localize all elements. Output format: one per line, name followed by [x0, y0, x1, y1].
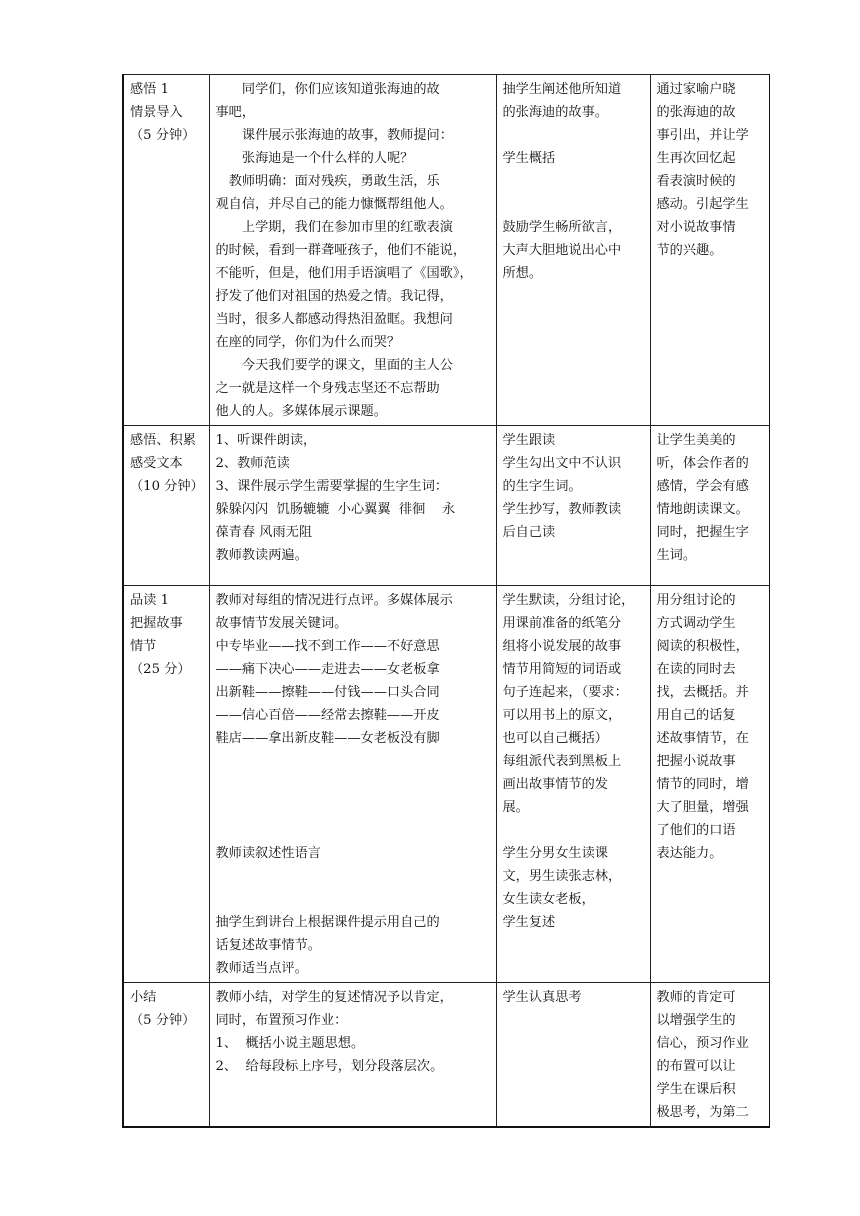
stage-line: （5 分钟）	[130, 1013, 196, 1028]
teacher-line: 故事情节发展关键词。	[215, 616, 348, 631]
stage-line: 感悟 1	[130, 82, 169, 97]
stage-line: 情节	[130, 639, 157, 654]
stage-line: 品读 1	[130, 593, 169, 608]
teacher-line: 鞋店——拿出新皮鞋——女老板没有脚	[215, 731, 440, 746]
teacher-line: 1、听课件朗读，	[215, 433, 317, 448]
teacher-line: 教师对每组的情况进行点评。多媒体展示	[215, 593, 453, 608]
stage-line: （10 分钟）	[130, 479, 204, 494]
teacher-line: 3、课件展示学生需要掌握的生字生词：	[215, 479, 449, 494]
student-line: 画出故事情节的发	[502, 777, 608, 792]
student-line: 抽学生阐述他所知道	[502, 82, 622, 97]
student-line: 情节用简短的词语或	[502, 662, 622, 677]
intent-line: 看表演时候的	[656, 174, 736, 189]
intent-line: 大了胆量，增强	[656, 800, 749, 815]
stage-cell	[123, 75, 209, 426]
stage-line: 感悟、积累	[130, 433, 196, 448]
stage-line: 小结	[130, 990, 157, 1005]
student-line: 所想。	[502, 266, 543, 281]
teacher-line: 不能听，但是，他们用手语演唱了《国歌》，	[215, 266, 473, 281]
design-intent-cell	[650, 586, 769, 983]
teacher-line: 1、 概括小说主题思想。	[215, 1036, 365, 1051]
teacher-line: 课件展示张海迪的故事，教师提问：	[241, 128, 453, 143]
student-line: 学生认真思考	[502, 990, 582, 1005]
student-line: 学生抄写，教师教读	[502, 502, 622, 517]
student-line: 句子连起来，（要求：	[502, 685, 628, 700]
teacher-line: 教师教读两遍。	[215, 548, 308, 563]
intent-line: 把握小说故事	[656, 754, 736, 769]
teacher-line: ——痛下决心——走进去——女老板拿	[215, 662, 440, 677]
intent-line: 找，去概括。并	[656, 685, 749, 700]
student-line: 学生勾出文中不认识	[502, 456, 622, 471]
teacher-line: 事吧，	[215, 105, 256, 120]
stage-line: （5 分钟）	[130, 128, 196, 143]
student-line: 可以用书上的原文，	[502, 708, 622, 723]
intent-line: 学生在课后积	[656, 1082, 736, 1097]
teacher-line: 中专毕业——找不到工作——不好意思	[215, 639, 440, 654]
teacher-line: 2、 给每段标上序号，划分段落层次。	[215, 1059, 444, 1074]
student-line: 鼓励学生畅所欲言，	[502, 220, 622, 235]
intent-line: 节的兴趣。	[656, 243, 723, 258]
intent-line: 情节的同时，增	[656, 777, 749, 792]
intent-line: 表达能力。	[656, 846, 723, 861]
student-line: 学生复述	[502, 915, 556, 930]
student-line: 的生字生词。	[502, 479, 582, 494]
intent-line: 对小说故事情	[656, 220, 736, 235]
student-activity-cell	[496, 75, 650, 426]
teacher-line: 抽学生到讲台上根据课件提示用自己的	[215, 915, 440, 930]
teacher-line: 2、教师范读	[215, 456, 290, 471]
teacher-line: 教师小结，对学生的复述情况予以肯定，	[215, 990, 453, 1005]
teacher-line: 当时，很多人都感动得热泪盈眶。我想问	[215, 312, 453, 327]
intent-line: 情地朗读课文。	[656, 502, 749, 517]
intent-line: 听，体会作者的	[656, 456, 749, 471]
intent-line: 感情，学会有感	[656, 479, 749, 494]
teacher-line: 在座的同学，你们为什么而哭？	[215, 335, 401, 350]
intent-line: 在读的同时去	[656, 662, 736, 677]
teacher-line: 的时候，看到一群聋哑孩子，他们不能说，	[215, 243, 467, 258]
student-line: 学生概括	[502, 151, 556, 166]
student-line: 后自己读	[502, 525, 556, 540]
teacher-line: 葆青春 风雨无阻	[215, 525, 313, 540]
student-activity-cell	[496, 586, 650, 983]
design-intent-cell	[650, 983, 769, 1128]
design-intent-cell	[650, 426, 769, 586]
intent-line: 生词。	[656, 548, 697, 563]
intent-line: 信心，预习作业	[656, 1036, 749, 1051]
student-line: 学生分男女生读课	[502, 846, 608, 861]
table-row	[123, 586, 769, 983]
student-line: 展。	[502, 800, 529, 815]
intent-line: 述故事情节，在	[656, 731, 749, 746]
teacher-line: 上学期，我们在参加市里的红歌表演	[241, 220, 453, 235]
stage-line: 情景导入	[130, 105, 183, 120]
teacher-line: 今天我们要学的课文，里面的主人公	[241, 358, 453, 373]
intent-line: 同时，把握生字	[656, 525, 749, 540]
teacher-line: 出新鞋——擦鞋——付钱——口头合同	[215, 685, 440, 700]
teacher-line: ——信心百倍——经常去擦鞋——开皮	[215, 708, 440, 723]
student-line: 文，男生读张志林，	[502, 869, 622, 884]
teacher-line: 话复述故事情节。	[215, 938, 321, 953]
table-row	[123, 75, 769, 426]
student-activity-cell	[496, 426, 650, 586]
teacher-line: 他人的人。多媒体展示课题。	[215, 404, 387, 419]
intent-line: 的布置可以让	[656, 1059, 736, 1074]
intent-line: 感动。引起学生	[656, 197, 749, 212]
student-line: 女生读女老板，	[502, 892, 595, 907]
teacher-line: 同学们，你们应该知道张海迪的故	[241, 82, 440, 97]
teacher-activity-cell	[209, 586, 496, 983]
student-line: 每组派代表到黑板上	[502, 754, 622, 769]
student-line: 组将小说发展的故事	[502, 639, 622, 654]
intent-line: 用分组讨论的	[656, 593, 736, 608]
teacher-line: 教师读叙述性语言	[215, 846, 321, 861]
teacher-activity-cell	[209, 75, 496, 426]
stage-cell	[123, 983, 209, 1128]
teacher-line: 教师适当点评。	[215, 961, 308, 976]
student-activity-cell	[496, 983, 650, 1128]
table-row	[123, 983, 769, 1128]
student-line: 大声大胆地说出心中	[502, 243, 622, 258]
teacher-activity-cell	[209, 983, 496, 1128]
teacher-line: 张海迪是一个什么样的人呢？	[241, 151, 414, 166]
intent-line: 以增强学生的	[656, 1013, 736, 1028]
stage-line: （25 分）	[130, 662, 191, 677]
stage-cell	[123, 426, 209, 586]
teacher-line: 躲躲闪闪 饥肠辘辘 小心翼翼 徘徊 永	[215, 502, 456, 517]
design-intent-cell	[650, 75, 769, 426]
stage-cell	[123, 586, 209, 983]
table-row	[123, 426, 769, 586]
teacher-activity-cell	[209, 426, 496, 586]
intent-line: 通过家喻户晓	[656, 82, 736, 97]
stage-line: 感受文本	[130, 456, 183, 471]
intent-line: 生再次回忆起	[656, 151, 736, 166]
intent-line: 方式调动学生	[656, 616, 736, 631]
intent-line: 事引出，并让学	[656, 128, 749, 143]
stage-line: 把握故事	[130, 616, 183, 631]
student-line: 的张海迪的故事。	[502, 105, 608, 120]
teacher-line: 之一就是这样一个身残志坚还不忘帮助	[215, 381, 440, 396]
student-line: 也可以自己概括）	[502, 731, 608, 746]
teacher-line: 教师明确：面对残疾，勇敢生活，乐	[228, 174, 440, 189]
intent-line: 教师的肯定可	[656, 990, 736, 1005]
student-line: 学生跟读	[502, 433, 556, 448]
lesson-plan-table	[122, 74, 770, 1128]
teacher-line: 观自信，并尽自己的能力慷慨帮组他人。	[215, 197, 453, 212]
teacher-line: 抒发了他们对祖国的热爱之情。我记得，	[215, 289, 453, 304]
teacher-line: 同时，布置预习作业：	[215, 1013, 348, 1028]
intent-line: 极思考，为第二	[656, 1105, 749, 1120]
student-line: 学生默读，分组讨论，	[502, 593, 635, 608]
intent-line: 了他们的口语	[656, 823, 736, 838]
intent-line: 让学生美美的	[656, 433, 736, 448]
intent-line: 阅读的积极性，	[656, 639, 749, 654]
student-line: 用课前准备的纸笔分	[502, 616, 622, 631]
intent-line: 用自己的话复	[656, 708, 736, 723]
intent-line: 的张海迪的故	[656, 105, 736, 120]
